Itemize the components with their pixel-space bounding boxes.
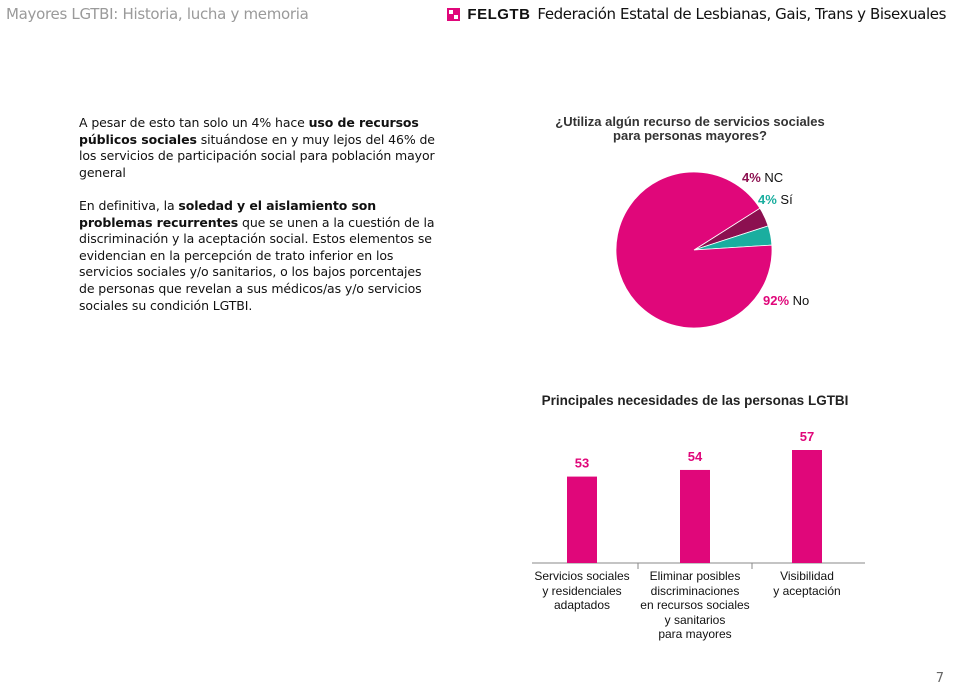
category-label-line: discriminaciones bbox=[650, 583, 740, 598]
p1-text-a: A pesar de esto tan solo un 4% hace bbox=[79, 115, 309, 130]
bar-category-label bbox=[742, 569, 872, 598]
bar-chart-title: Principales necesidades de las personas LGTBI bbox=[541, 393, 849, 408]
bar-value-label: 53 bbox=[574, 455, 590, 471]
category-label-line: y aceptación bbox=[773, 583, 841, 598]
category-label-line: para mayores bbox=[658, 627, 732, 641]
pie-label-sí: 4% Sí bbox=[758, 192, 793, 207]
felgtb-logo-icon bbox=[447, 8, 460, 21]
category-label-line: Servicios sociales bbox=[534, 569, 630, 583]
category-label-line: adaptados bbox=[553, 598, 611, 612]
paragraph-1 bbox=[79, 115, 439, 181]
bar-1 bbox=[567, 477, 597, 563]
bar-category-label bbox=[630, 569, 760, 642]
org-header bbox=[447, 5, 946, 23]
bar-2 bbox=[680, 470, 710, 563]
organization-name: Federación Estatal de Lesbianas, Gais, Trans y Bisexuales bbox=[537, 5, 946, 23]
p2-text-c: que se unen a la cuestión de la discriminación y la aceptación social. Estos elementos se evidencian en la percepción de trato inferior en los servicios sociales y/o sanitarios, o los bajos porcentajes de personas que revelan a sus médicos/as y/o servicios sociales su condición LGTBI. bbox=[79, 214, 435, 313]
pie-label-no: 92% No bbox=[763, 293, 810, 308]
pie-chart-title: ¿Utiliza algún recurso de servicios sociales para personas mayores? bbox=[555, 114, 825, 143]
pie-slice-no bbox=[616, 172, 772, 328]
category-label-line: y residenciales bbox=[542, 583, 622, 598]
category-label-line: en recursos sociales bbox=[640, 598, 750, 612]
pie-label-nc: 4% NC bbox=[742, 170, 784, 185]
bar-category-label bbox=[517, 569, 647, 613]
paragraph-2 bbox=[79, 198, 439, 314]
page-number: 7 bbox=[935, 671, 944, 686]
body-text bbox=[79, 115, 439, 331]
p2-text-a: En definitiva, la bbox=[79, 197, 179, 213]
document-title: Mayores LGTBI: Historia, lucha y memoria bbox=[6, 5, 309, 23]
bar-chart bbox=[520, 420, 880, 570]
logo-text: FELGTB bbox=[467, 5, 531, 23]
bar-value-label: 54 bbox=[687, 448, 703, 464]
p2-bold: soledad y el aislamiento son problemas recurrentes bbox=[79, 197, 377, 230]
pie-chart bbox=[600, 160, 860, 340]
category-label-line: Eliminar posibles bbox=[649, 569, 741, 583]
p1-bold: uso de recursos públicos sociales bbox=[79, 115, 419, 147]
category-label-line: y sanitarios bbox=[664, 612, 726, 627]
p1-text-c: situándose en y muy lejos del 46% de los servicios de participación social para población mayor general bbox=[79, 131, 435, 180]
bar-3 bbox=[792, 450, 822, 563]
bar-value-label: 57 bbox=[799, 429, 815, 444]
category-label-line: Visibilidad bbox=[780, 569, 834, 583]
